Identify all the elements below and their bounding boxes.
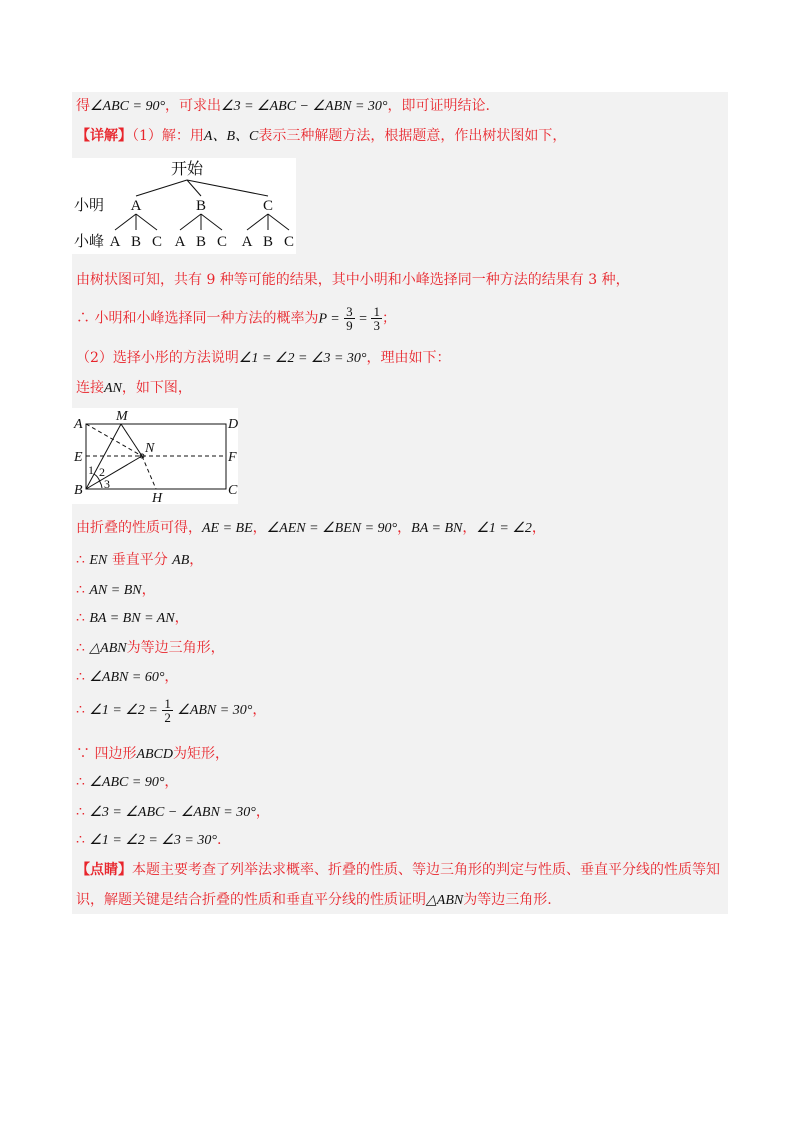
math: ∠1 = ∠2 <box>476 521 532 536</box>
fraction: $\frac{3}{9}$ <box>346 304 353 333</box>
line-7: 由折叠的性质可得，AE = BE，∠AEN = ∠BEN = 90°，BA = BN，∠1 = ∠2， <box>76 520 546 536</box>
tree-node: C <box>262 198 274 214</box>
text: ，如下图， <box>121 380 192 396</box>
tree-leaf: A <box>109 234 121 250</box>
line-19: 识，解题关键是结合折叠的性质和垂直平分线的性质证明△ABN为等边三角形. <box>76 892 552 908</box>
point-E-label: E <box>74 450 83 465</box>
line-16: ∴ ∠3 = ∠ABC − ∠ABN = 30°， <box>76 804 270 820</box>
angle-3-label: 3 <box>104 477 110 491</box>
math: △ABN <box>426 893 464 908</box>
angle-1-label: 1 <box>88 463 94 477</box>
point-D-label: D <box>228 417 238 432</box>
fraction: $\frac{1}{2}$ <box>164 695 171 725</box>
math: ∠ABN = 30° <box>177 703 253 718</box>
math: AB <box>172 553 190 568</box>
tree-row-label-xiaofeng: 小峰 <box>74 232 105 250</box>
text: ，即可证明结论. <box>387 98 490 114</box>
tree-leaf: C <box>216 234 228 250</box>
tree-row-label-xiaoming: 小明 <box>74 196 105 214</box>
tree-leaf: C <box>151 234 163 250</box>
tree-leaf: B <box>195 234 207 250</box>
point-B-label: B <box>74 483 83 498</box>
line-13: ∴ ∠1 = ∠2 = $\frac{1}{2}$ ∠ABN = 30°， <box>76 695 267 725</box>
math: A、B、C <box>203 129 259 144</box>
tree-leaf: C <box>283 234 295 250</box>
text: （1）解：用 <box>132 128 204 144</box>
math: AN <box>104 381 122 396</box>
tree-leaf: A <box>241 234 253 250</box>
line-3 <box>76 270 630 290</box>
text: 表示三种解题方法，根据题意，作出树状图如下， <box>258 128 567 144</box>
text: 由折叠的性质可得， <box>76 520 202 536</box>
math: ∠ABC = 90° <box>89 775 165 790</box>
line-18: 【点睛】本题主要考查了列举法求概率、折叠的性质、等边三角形的判定与性质、垂直平分线的性质等知 <box>76 862 720 878</box>
point-H-label: H <box>152 491 163 504</box>
text: ； <box>381 310 396 327</box>
line-10: ∴ BA = BN = AN， <box>76 610 189 626</box>
math: AE = BE <box>202 521 253 536</box>
text: 由树状图可知，共有 9 种等可能的结果，其中小明和小峰选择同一种方法的结果有 3 种， <box>76 272 630 288</box>
text: ，理由如下： <box>366 350 451 366</box>
text: 连接 <box>76 380 104 396</box>
math: ∠1 = ∠2 = ∠3 = 30° <box>89 833 217 848</box>
text: ∴ 小明和小峰选择同一种方法的概率为 <box>76 310 319 327</box>
math: ∠1 = ∠2 = <box>89 703 158 718</box>
text: （2）选择小彤的方法说明 <box>76 350 239 366</box>
math: EN <box>89 553 108 568</box>
math: ∠ABC = 90° <box>90 99 166 114</box>
line-5 <box>76 348 451 369</box>
line-12: ∴ ∠ABN = 60°， <box>76 669 179 685</box>
line-15: ∴ ∠ABC = 90°， <box>76 774 179 790</box>
math: = <box>359 311 368 327</box>
math: ∠ABN = 60° <box>89 670 165 685</box>
tree-diagram <box>72 158 296 254</box>
point-N-label: N <box>145 441 155 456</box>
line-1 <box>76 96 490 117</box>
tree-node: B <box>195 198 207 214</box>
rectangle-fold-figure <box>72 408 238 504</box>
section-tag-detail: 【详解】 <box>76 128 132 144</box>
line-8: ∴ EN 垂直平分 AB， <box>76 552 204 568</box>
line-6 <box>76 378 192 399</box>
point-C-label: C <box>228 483 238 498</box>
text: 得 <box>76 98 90 114</box>
angle-2-label: 2 <box>99 465 105 479</box>
point-M-label: M <box>116 409 128 424</box>
text: ，可求出 <box>165 98 222 114</box>
math: ∠AEN = ∠BEN = 90° <box>266 521 398 536</box>
fraction: $\frac{1}{3}$ <box>373 304 380 333</box>
line-9: ∴ AN = BN， <box>76 582 156 598</box>
math: ∠1 = ∠2 = ∠3 = 30° <box>238 351 367 366</box>
math: AN = BN <box>89 583 142 598</box>
line-11: ∴ △ABN为等边三角形， <box>76 640 225 656</box>
math: BA = BN <box>411 521 463 536</box>
tree-node: A <box>130 198 142 214</box>
point-F-label: F <box>228 450 237 465</box>
line-2 <box>76 126 566 147</box>
math: ABCD <box>136 747 174 762</box>
tree-leaf: A <box>174 234 186 250</box>
line-14: ∵ 四边形ABCD为矩形， <box>76 746 230 762</box>
math: BA = BN = AN <box>89 611 175 626</box>
tree-root: 开始 <box>170 159 204 178</box>
math: △ABN <box>89 641 127 656</box>
math: P = <box>318 311 340 327</box>
tree-leaf: B <box>130 234 142 250</box>
tree-leaf: B <box>262 234 274 250</box>
line-4 <box>76 305 396 331</box>
line-17: ∴ ∠1 = ∠2 = ∠3 = 30°. <box>76 832 222 848</box>
section-tag-comment: 【点睛】 <box>76 862 132 878</box>
math: ∠3 = ∠ABC − ∠ABN = 30° <box>221 99 388 114</box>
math: ∠3 = ∠ABC − ∠ABN = 30° <box>89 805 256 820</box>
point-A-label: A <box>74 417 83 432</box>
